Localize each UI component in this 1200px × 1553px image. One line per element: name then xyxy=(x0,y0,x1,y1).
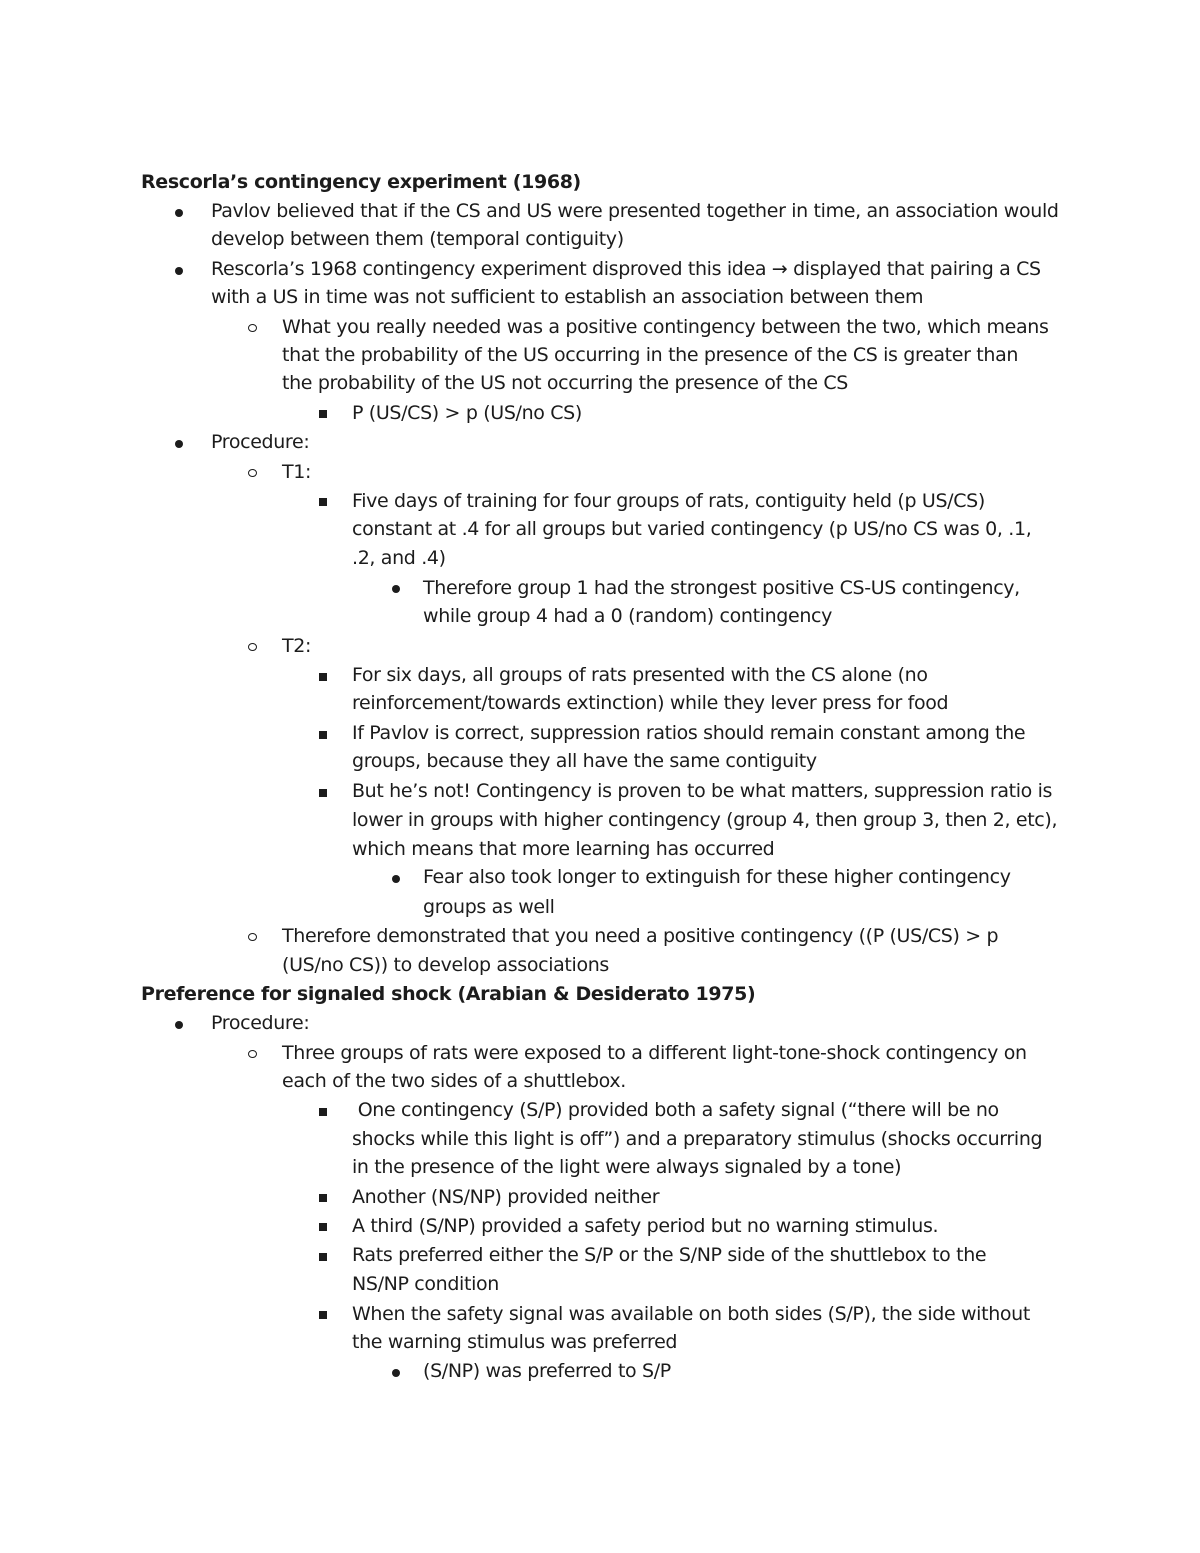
list-item-text: Therefore demonstrated that you need a positive contingency ((P (US/CS) > p xyxy=(282,925,999,947)
list-item-text: T2: xyxy=(282,635,312,657)
bullet-square-icon xyxy=(319,498,327,506)
list-item-text: Fear also took longer to extinguish for these higher contingency xyxy=(423,866,1011,888)
list-item-text: that the probability of the US occurring in the presence of the CS is greater than xyxy=(282,344,1019,366)
bullet-square-icon xyxy=(319,410,327,418)
list-item-text: while group 4 had a 0 (random) contingency xyxy=(423,605,833,627)
list-item-text: What you really needed was a positive contingency between the two, which means xyxy=(282,316,1049,338)
bullet-dot-icon xyxy=(392,1369,400,1377)
list-item-text: For six days, all groups of rats presented with the CS alone (no xyxy=(352,664,928,686)
bullet-dot-icon xyxy=(392,585,400,593)
section-heading-rescorla: Rescorla’s contingency experiment (1968) xyxy=(141,171,581,193)
bullet-circle-icon xyxy=(248,469,257,477)
list-item-text: Three groups of rats were exposed to a different light-tone-shock contingency on xyxy=(282,1042,1027,1064)
list-item-text: But he’s not! Contingency is proven to be what matters, suppression ratio is xyxy=(352,780,1053,802)
list-item-text: (US/no CS)) to develop associations xyxy=(282,954,609,976)
list-item-text: Procedure: xyxy=(211,431,310,453)
list-item-text: Five days of training for four groups of rats, contiguity held (p US/CS) xyxy=(352,490,985,512)
list-item-text: Therefore group 1 had the strongest positive CS-US contingency, xyxy=(423,577,1020,599)
bullet-dot-icon xyxy=(392,875,400,883)
list-item-text: A third (S/NP) provided a safety period but no warning stimulus. xyxy=(352,1215,939,1237)
list-item-text: with a US in time was not sufficient to establish an association between them xyxy=(211,286,924,308)
list-item-text: One contingency (S/P) provided both a safety signal (“there will be no xyxy=(352,1099,999,1121)
list-item-text: reinforcement/towards extinction) while they lever press for food xyxy=(352,692,949,714)
list-item-text: Procedure: xyxy=(211,1012,310,1034)
list-item-text: Rescorla’s 1968 contingency experiment disproved this idea → displayed that pairing a CS xyxy=(211,258,1041,280)
bullet-circle-icon xyxy=(248,1050,257,1058)
bullet-dot-icon xyxy=(175,440,183,448)
list-item-text: Another (NS/NP) provided neither xyxy=(352,1186,660,1208)
bullet-square-icon xyxy=(319,1311,327,1319)
list-item-text: T1: xyxy=(282,461,312,483)
bullet-dot-icon xyxy=(175,209,183,217)
list-item-text: lower in groups with higher contingency (group 4, then group 3, then 2, etc), xyxy=(352,809,1058,831)
bullet-square-icon xyxy=(319,1108,327,1116)
bullet-dot-icon xyxy=(175,1021,183,1029)
section-heading-signaled-shock: Preference for signaled shock (Arabian & Desiderato 1975) xyxy=(141,983,756,1005)
bullet-square-icon xyxy=(319,1253,327,1261)
bullet-square-icon xyxy=(319,673,327,681)
bullet-square-icon xyxy=(319,789,327,797)
bullet-circle-icon xyxy=(248,643,257,651)
bullet-dot-icon xyxy=(175,267,183,275)
list-item-text: groups as well xyxy=(423,896,555,918)
bullet-square-icon xyxy=(319,1223,327,1231)
list-item-text: which means that more learning has occurred xyxy=(352,838,775,860)
list-item-text: Pavlov believed that if the CS and US were presented together in time, an association would xyxy=(211,200,1059,222)
list-item-text: NS/NP condition xyxy=(352,1273,499,1295)
bullet-square-icon xyxy=(319,1194,327,1202)
list-item-text: develop between them (temporal contiguity) xyxy=(211,228,624,250)
bullet-circle-icon xyxy=(248,324,257,332)
list-item-text: If Pavlov is correct, suppression ratios should remain constant among the xyxy=(352,722,1026,744)
bullet-circle-icon xyxy=(248,933,257,941)
list-item-text: the probability of the US not occurring the presence of the CS xyxy=(282,372,849,394)
list-item-text: the warning stimulus was preferred xyxy=(352,1331,678,1353)
list-item-text: constant at .4 for all groups but varied contingency (p US/no CS was 0, .1, xyxy=(352,518,1032,540)
list-item-text: .2, and .4) xyxy=(352,547,446,569)
list-item-text: (S/NP) was preferred to S/P xyxy=(423,1360,671,1382)
list-item-text: shocks while this light is off”) and a preparatory stimulus (shocks occurring xyxy=(352,1128,1043,1150)
list-item-text: in the presence of the light were always signaled by a tone) xyxy=(352,1156,902,1178)
bullet-square-icon xyxy=(319,731,327,739)
list-item-text: groups, because they all have the same contiguity xyxy=(352,750,817,772)
list-item-text: P (US/CS) > p (US/no CS) xyxy=(352,402,582,424)
list-item-text: each of the two sides of a shuttlebox. xyxy=(282,1070,626,1092)
list-item-text: When the safety signal was available on both sides (S/P), the side without xyxy=(352,1303,1030,1325)
list-item-text: Rats preferred either the S/P or the S/NP side of the shuttlebox to the xyxy=(352,1244,987,1266)
